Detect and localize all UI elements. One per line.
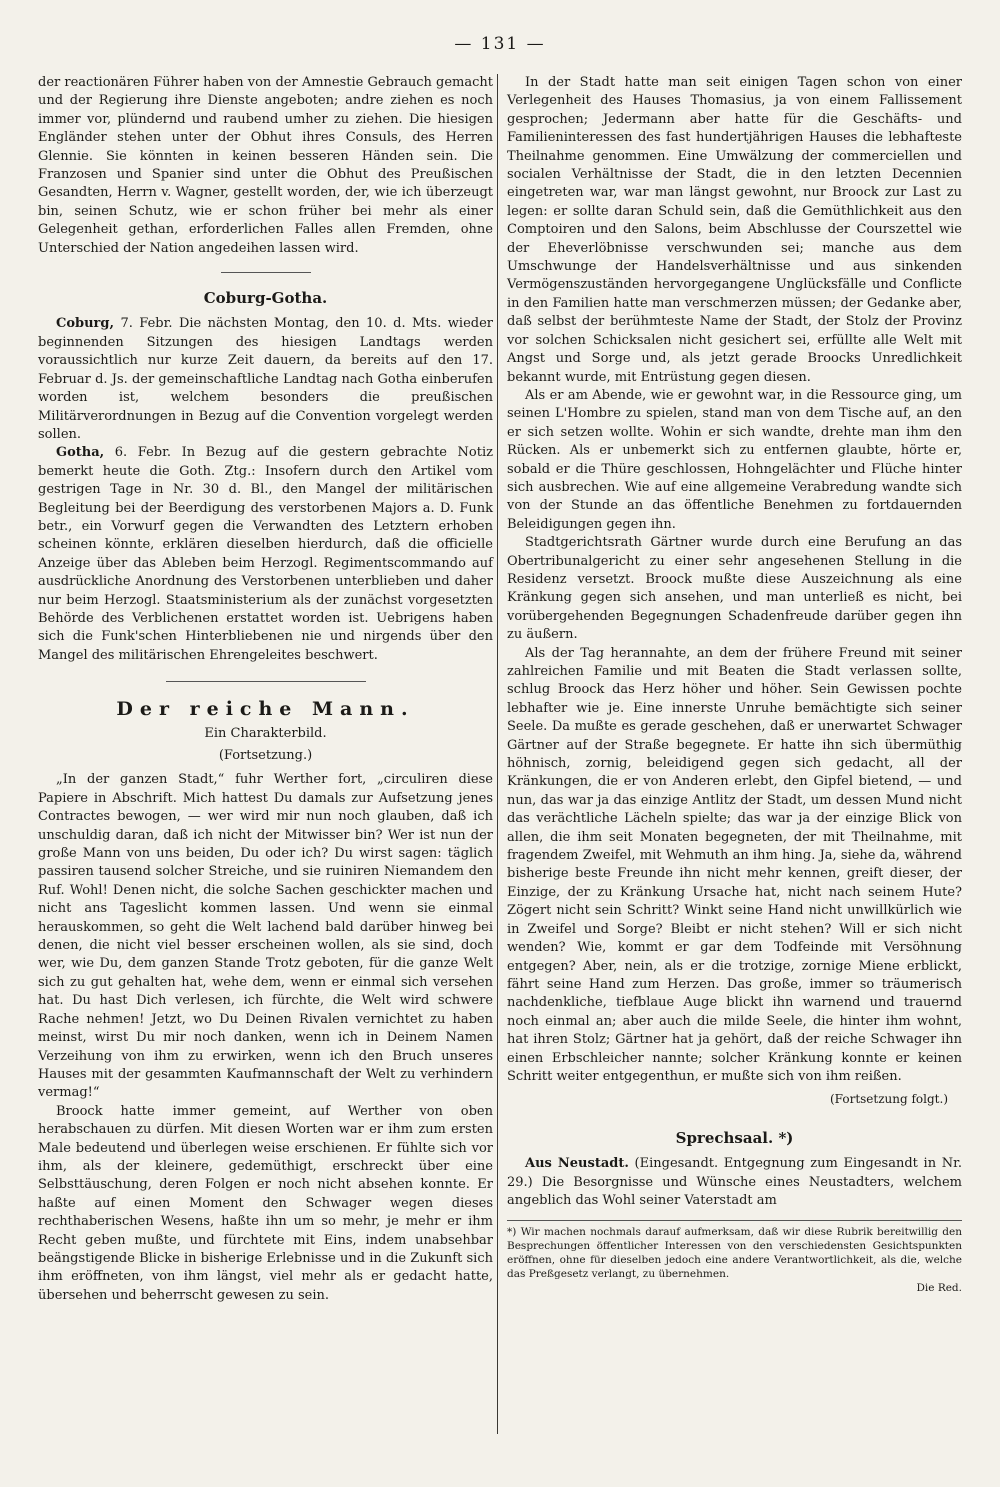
- serial-paragraph: Stadtgerichtsrath Gärtner wurde durch eine Berufung an das Obertribunalgericht zu einer sehr angesehenen Stellung in die Residenz versetzt. Broock mußte diese Auszeichnung als eine Kränkung gegen sich ansehen, und man unterließ es nicht, bei vorübergehenden Begegnungen Schadenfreude darüber gegen ihn zu äußern.: [507, 535, 962, 643]
- page-number: — 131 —: [454, 34, 546, 54]
- article-paragraph-coburg: [38, 315, 493, 444]
- serial-paragraph: Als der Tag herannahte, an dem der frühere Freund mit seiner zahlreichen Familie und mit Beaten die Stadt verlassen sollte, schlug Broock das Herz höher und höher. Sein Gewissen pochte lebhafter wie je. Eine innerste Unruhe bemächtigte sich seiner Seele. Da mußte es gerade geschehen, daß er unerwartet Schwager Gärtner auf der Straße begegnete. Er hatte ihn sich übermüthig höhnisch, zornig, beleidigend gegen sich gedacht, all der Kränkungen, die er von Anderen erlebt, den Gipfel bietend, — und nun, das war ja das einzige Antlitz der Stadt, um dessen Mund nicht das verächtliche Lächeln spielte; das war ja der einzige Blick von allen, die ihm seit Monaten begegneten, der mit Theilnahme, mit fragendem Zweifel, mit Wehmuth an ihm hing. Ja, siehe da, während bisherige beste Freunde ihn nicht mehr kennen, greift dieser, der Einzige, der zu Kränkung Ursache hat, nicht nach seinem Hute? Zögert nicht sein Schritt? Winkt seine Hand nicht unwillkürlich wie in Zweifel und Sorge? Bleibt er nicht stehen? Will er sich nicht wenden? Wie, kommt er gar dem Todfeinde mit Versöhnung entgegen? Aber, nein, als er die trotzige, zornige Miene erblickt, fährt seine Hand zum Herzen. Das große, immer so träumerisch nachdenkliche, tiefblaue Auge blickt ihn warnend und trauernd noch einmal an; aber auch die milde Seele, die hinter ihm wohnt, hat ihren Stolz; Gärtner hat ja gehört, daß der reiche Schwager ihn einen Erbschleicher nannte; solcher Kränkung konnte er keinen Schritt weiter entgegenthun, er mußte sich von ihm reißen.: [507, 645, 962, 1084]
- column-divider: [497, 74, 498, 1434]
- article-text: der reactionären Führer haben von der Amnestie Gebrauch gemacht und der Regierung ihre Dienste angeboten; andre ziehen es noch immer vor, plündernd und raubend umher zu ziehen. Die hiesigen Engländer stehen unter der Obhut ihres Consuls, des Herren Glennie. Sie könnten in keinen besseren Händen sein. Die Franzosen und Spanier sind unter die Obhut des Preußischen Gesandten, Herrn v. Wagner, gestellt worden, der, wie ich überzeugt bin, seinen Schutz, wie er schon früher bei mehr als einer Gelegenheit gethan, erforderlichen Falles allen Fremden, ohne Unterschied der Nation angedeihen lassen wird.: [38, 75, 493, 256]
- serial-paragraph: In der Stadt hatte man seit einigen Tagen schon von einer Verlegenheit des Hauses Thomasius, ja von einem Fallissement gesprochen; Jedermann aber hatte für die Geschäfts- und Familieninteressen des fast hundertjährigen Hauses die lebhafteste Theilnahme genommen. Eine Umwälzung der commerciellen und socialen Verhältnisse der Stadt, die in den letzten Decennien eingetreten war, war man längst gewohnt, nur Broock zur Last zu legen: er sollte daran Schuld sein, daß die Gemüthlichkeit aus den Comptoiren und den Salons, beim Abschlusse der Courszettel wie der Eheverlöbnisse verschwunden sei; manche aus dem Umschwunge der Handelsverhältnisse und aus sinkenden Vermögenszuständen hervorgegangene Unglücksfälle und Conflicte in den Familien hatte man verschmerzen müssen; der Gedanke aber, daß selbst der berühmteste Name der Stadt, der Stolz der Provinz vor solchen Schicksalen nicht gesichert sei, erfüllte alle Welt mit Angst und Sorge und, als jetzt gerade Broocks Unredlichkeit bekannt wurde, mit Entrüstung gegen diesen.: [507, 75, 962, 385]
- serial-title: Der reiche Mann.: [116, 698, 415, 721]
- article-text: 7. Febr. Die nächsten Montag, den 10. d. Mts. wieder beginnenden Sitzungen des hiesigen Landtags werden voraussichtlich nur kurze Zeit dauern, da bereits auf den 17. Februar d. Js. der gemeinschaftliche Landtag nach Gotha einberufen worden ist, welchem besonders die preußischen Militärverordnungen in Bezug auf die Convention vorgelegt werden sollen.: [38, 316, 493, 442]
- separator-rule: [166, 681, 366, 682]
- continuation-note: (Fortsetzung.): [218, 748, 313, 763]
- dateline-place: Aus Neustadt.: [525, 1156, 629, 1172]
- article-text: (Eingesandt. Entgegnung zum Eingesandt in Nr. 29.) Die Besorgnisse und Wünsche eines Neustadters, welchem angeblich das Wohl seiner Vaterstadt am: [507, 1156, 963, 1208]
- separator-rule: [221, 272, 311, 273]
- section-title-sprechsaal: Sprechsaal. *): [675, 1128, 794, 1147]
- serial-subtitle: Ein Charakterbild.: [204, 725, 327, 741]
- dateline-place: Gotha,: [56, 445, 105, 461]
- footnote: [507, 1220, 962, 1295]
- dateline-place: Coburg,: [56, 316, 115, 332]
- serial-paragraph: Als er am Abende, wie er gewohnt war, in die Ressource ging, um seinen L'Hombre zu spielen, stand man von dem Tische auf, an den er sich setzen wollte. Wohin er sich wandte, drehte man ihm den Rücken. Als er unbemerkt sich zu entfernen glaubte, hörte er, sobald er die Thüre geschlossen, Hohngelächter und Flüche hinter sich ausbrechen. Wie auf eine allgemeine Verabredung wandte sich von der Stunde an das öffentliche Benehmen zu fortdauernden Beleidigungen gegen ihn.: [507, 387, 962, 532]
- serial-paragraph: Broock hatte immer gemeint, auf Werther von oben herabschauen zu dürfen. Mit diesen Worten war er ihm zum ersten Male bedeutend und überlegen weise erschienen. Er fühlte sich vor ihm, als der kleinere, gedemüthigt, erschreckt über eine Selbsttäuschung, deren Folgen er noch nicht absehen konnte. Er haßte auf einen Moment den Schwager wegen dieses rechthaberischen Wesens, haßte ihn um so mehr, je mehr er ihm Recht geben mußte, und fürchtete mit Eins, indem unabsehbar beängstigende Blicke in bisherige Erlebnisse und in die Zukunft sich ihm eröffneten, von ihm längst, viel mehr als er gedacht hatte, übersehen und beherrscht gewesen zu sein.: [38, 1103, 493, 1303]
- article-text: 6. Febr. In Bezug auf die gestern gebrachte Notiz bemerkt heute die Goth. Ztg.: Insofern durch den Artikel vom gestrigen Tage in Nr. 30 d. Bl., den Mangel der militärischen Begleitung bei der Beerdigung des verstorbenen Majors a. D. Funk betr., ein Vorwurf gegen die Verwandten des Letztern erhoben scheinen könnte, erklären dieselben hierdurch, daß die officielle Anzeige über das Ableben beim Herzogl. Regimentscommando auf ausdrückliche Anordnung des Verstorbenen unterblieben und daher nur beim Herzogl. Staatsministerium als der zunächst vorgesetzten Behörde des Verblichenen erstattet worden ist. Uebrigens haben sich die Funk'schen Hinterbliebenen nie und nirgends über den Mangel des militärischen Ehrengeleites beschwert.: [38, 445, 493, 663]
- right-column: [507, 74, 962, 1295]
- footnote-text: *) Wir machen nochmals darauf aufmerksam, daß wir diese Rubrik bereitwillig den Besprechungen öffentlicher Interessen von den verschiedensten Gesichtspunkten eröffnen, ohne für dieselben jedoch eine andere Verantwortlichkeit, als die, welche das Preßgesetz verlangt, zu übernehmen.: [507, 1226, 962, 1281]
- footnote-signature: Die Red.: [916, 1282, 962, 1295]
- left-column: [38, 74, 493, 1305]
- article-paragraph-gotha: [38, 444, 493, 665]
- letter-paragraph: [507, 1155, 962, 1210]
- section-title: Coburg-Gotha.: [203, 289, 328, 308]
- serial-paragraph: „In der ganzen Stadt,“ fuhr Werther fort, „circuliren diese Papiere in Abschrift. Mich hattest Du damals zur Aufsetzung jenes Contractes bewogen, — wer wird mir nun noch glauben, daß ich unschuldig daran, daß ich nicht der Mitwisser bin? Wer ist nun der große Mann von uns beiden, Du oder ich? Du wirst sagen: täglich passiren tausend solcher Streiche, und sie ruiniren Niemandem den Ruf. Wohl! Denen nicht, die solche Sachen geschickter machen und nicht ans Tageslicht kommen lassen. Und wenn sie einmal herauskommen, so geht die Welt lachend bald darüber hinweg bei denen, die nicht viel besser erscheinen wollen, als sie sind, doch wer, wie Du, dem ganzen Stande Trotz geboten, für die ganze Welt sich zu gut gehalten hat, wehe dem, wenn er einmal sich versehen hat. Du hast Dich verlesen, ich fürchte, die Welt wird schwere Rache nehmen! Jetzt, wo Du Deinen Rivalen vernichtet zu haben meinst, wirst Du mir noch danken, wenn ich in Deinem Namen Verzeihung von ihm zu erwirken, wenn ich den Bruch unseres Hauses mit der gesammten Kaufmannschaft der Welt zu verhindern vermag!“: [38, 772, 493, 1101]
- to-be-continued-note: (Fortsetzung folgt.): [830, 1092, 948, 1107]
